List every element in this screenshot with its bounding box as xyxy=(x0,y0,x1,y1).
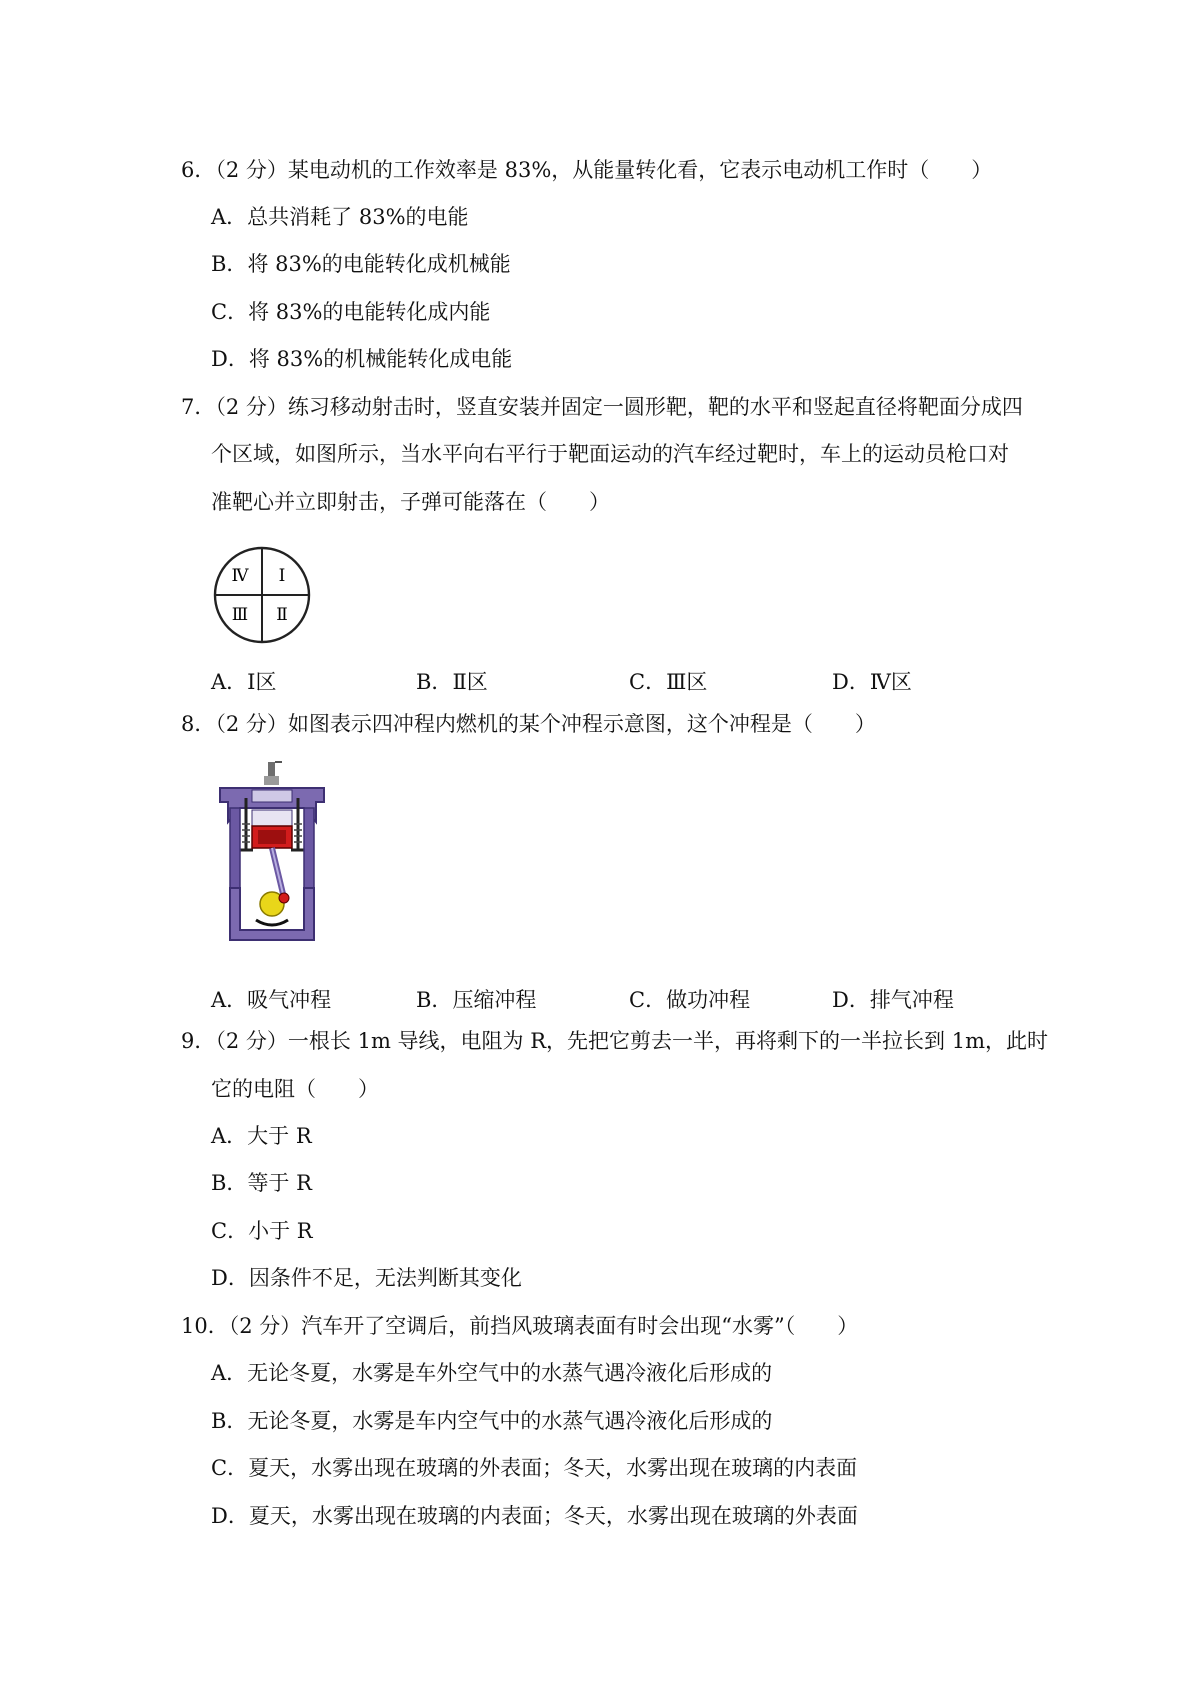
question-7-options xyxy=(211,666,1011,694)
question-7-option-b[interactable]: B．Ⅱ区 xyxy=(416,670,488,694)
question-7-option-d[interactable]: D．Ⅳ区 xyxy=(832,670,912,694)
question-9-stem-line-1: 9．（2 分）一根长 1m 导线，电阻为 R，先把它剪去一半，再将剩下的一半拉长到 1m，此时 xyxy=(181,1029,1048,1053)
question-7-stem-line-3: 准靶心并立即射击，子弹可能落在（ ） xyxy=(211,490,610,514)
question-8-option-b[interactable]: B．压缩冲程 xyxy=(416,988,537,1012)
engine-stroke-figure xyxy=(212,758,332,950)
question-10-option-d[interactable]: D．夏天，水雾出现在玻璃的内表面；冬天，水雾出现在玻璃的外表面 xyxy=(211,1504,858,1528)
question-6-option-c[interactable]: C．将 83%的电能转化成内能 xyxy=(211,300,491,324)
rotation-arrow xyxy=(256,920,288,925)
question-8-option-d[interactable]: D．排气冲程 xyxy=(832,988,954,1012)
question-6-option-d[interactable]: D．将 83%的机械能转化成电能 xyxy=(211,347,513,371)
question-6-option-a[interactable]: A．总共消耗了 83%的电能 xyxy=(211,205,469,229)
quadrant-bottom-left-label: Ⅲ xyxy=(231,605,249,625)
question-9-option-b[interactable]: B．等于 R xyxy=(211,1171,312,1195)
question-10-stem: 10．（2 分）汽车开了空调后，前挡风玻璃表面有时会出现“水雾”（ ） xyxy=(181,1314,859,1338)
quadrant-top-right-label: Ⅰ xyxy=(278,566,286,586)
question-8-stem: 8．（2 分）如图表示四冲程内燃机的某个冲程示意图，这个冲程是（ ） xyxy=(181,712,876,736)
question-6-stem: 6．（2 分）某电动机的工作效率是 83%，从能量转化看，它表示电动机工作时（ ） xyxy=(181,158,993,182)
question-8-option-a[interactable]: A．吸气冲程 xyxy=(211,988,332,1012)
question-7-stem-line-1: 7．（2 分）练习移动射击时，竖直安装并固定一圆形靶，靶的水平和竖起直径将靶面分成四 xyxy=(181,395,1023,419)
spark-plug xyxy=(268,762,275,776)
question-10-option-c[interactable]: C．夏天，水雾出现在玻璃的外表面；冬天，水雾出现在玻璃的内表面 xyxy=(211,1456,858,1480)
question-7-option-a[interactable]: A．Ⅰ区 xyxy=(211,670,277,694)
question-8-option-c[interactable]: C．做功冲程 xyxy=(629,988,751,1012)
question-10-option-b[interactable]: B．无论冬夏，水雾是车内空气中的水蒸气遇冷液化后形成的 xyxy=(211,1409,773,1433)
question-8-options xyxy=(211,984,1011,1012)
question-7-option-c[interactable]: C．Ⅲ区 xyxy=(629,670,708,694)
target-figure xyxy=(212,545,312,645)
question-6-option-b[interactable]: B．将 83%的电能转化成机械能 xyxy=(211,252,511,276)
question-7-stem-line-2: 个区域，如图所示，当水平向右平行于靶面运动的汽车经过靶时，车上的运动员枪口对 xyxy=(211,442,1009,466)
question-9-option-a[interactable]: A．大于 R xyxy=(211,1124,312,1148)
question-10-option-a[interactable]: A．无论冬夏，水雾是车外空气中的水蒸气遇冷液化后形成的 xyxy=(211,1361,773,1385)
question-9-option-c[interactable]: C．小于 R xyxy=(211,1219,313,1243)
question-9-stem-line-2: 它的电阻（ ） xyxy=(211,1077,379,1101)
question-9-option-d[interactable]: D．因条件不足，无法判断其变化 xyxy=(211,1266,522,1290)
quadrant-top-left-label: Ⅳ xyxy=(231,566,249,586)
quadrant-bottom-right-label: Ⅱ xyxy=(276,605,288,625)
